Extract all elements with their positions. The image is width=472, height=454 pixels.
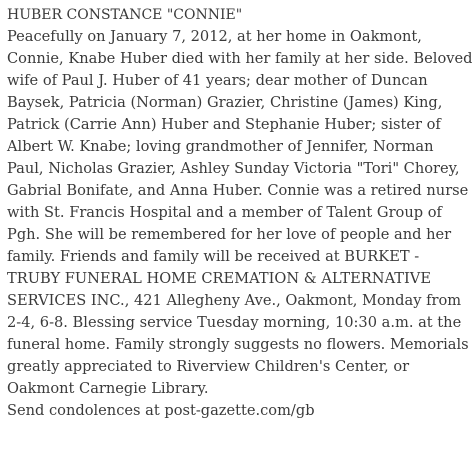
obituary-notice — [7, 4, 472, 422]
condolences-line: Send condolences at post-gazette.com/gb — [7, 402, 315, 419]
obituary-line-4: Baysek, Patricia (Norman) Grazier, Christine (James) King, — [7, 94, 443, 111]
obituary-line-7: Paul, Nicholas Grazier, Ashley Sunday Victoria "Tori" Chorey, — [7, 160, 460, 177]
obituary-line-16: greatly appreciated to Riverview Children's Center, or — [7, 358, 410, 375]
obituary-line-9: with St. Francis Hospital and a member of Talent Group of — [7, 204, 442, 221]
obituary-line-1: Peacefully on January 7, 2012, at her home in Oakmont, — [7, 28, 422, 45]
obituary-line-2: Connie, Knabe Huber died with her family at her side. Beloved — [7, 50, 472, 67]
obituary-line-5: Patrick (Carrie Ann) Huber and Stephanie Huber; sister of — [7, 116, 441, 133]
obituary-line-13: SERVICES INC., 421 Allegheny Ave., Oakmont, Monday from — [7, 292, 462, 309]
obituary-line-15: funeral home. Family strongly suggests no flowers. Memorials — [7, 336, 469, 353]
obituary-headline: HUBER CONSTANCE "CONNIE" — [7, 7, 243, 23]
obituary-line-8: Gabrial Bonifate, and Anna Huber. Connie was a retired nurse — [7, 182, 469, 199]
obituary-line-10: Pgh. She will be remembered for her love of people and her — [7, 226, 452, 243]
obituary-line-14: 2-4, 6-8. Blessing service Tuesday morning, 10:30 a.m. at the — [7, 314, 462, 331]
obituary-line-17: Oakmont Carnegie Library. — [7, 380, 209, 397]
obituary-line-11: family. Friends and family will be received at BURKET - — [7, 248, 420, 265]
obituary-line-3: wife of Paul J. Huber of 41 years; dear mother of Duncan — [7, 72, 428, 89]
obituary-line-6: Albert W. Knabe; loving grandmother of Jennifer, Norman — [7, 138, 434, 155]
obituary-line-12: TRUBY FUNERAL HOME CREMATION & ALTERNATIVE — [7, 270, 432, 287]
